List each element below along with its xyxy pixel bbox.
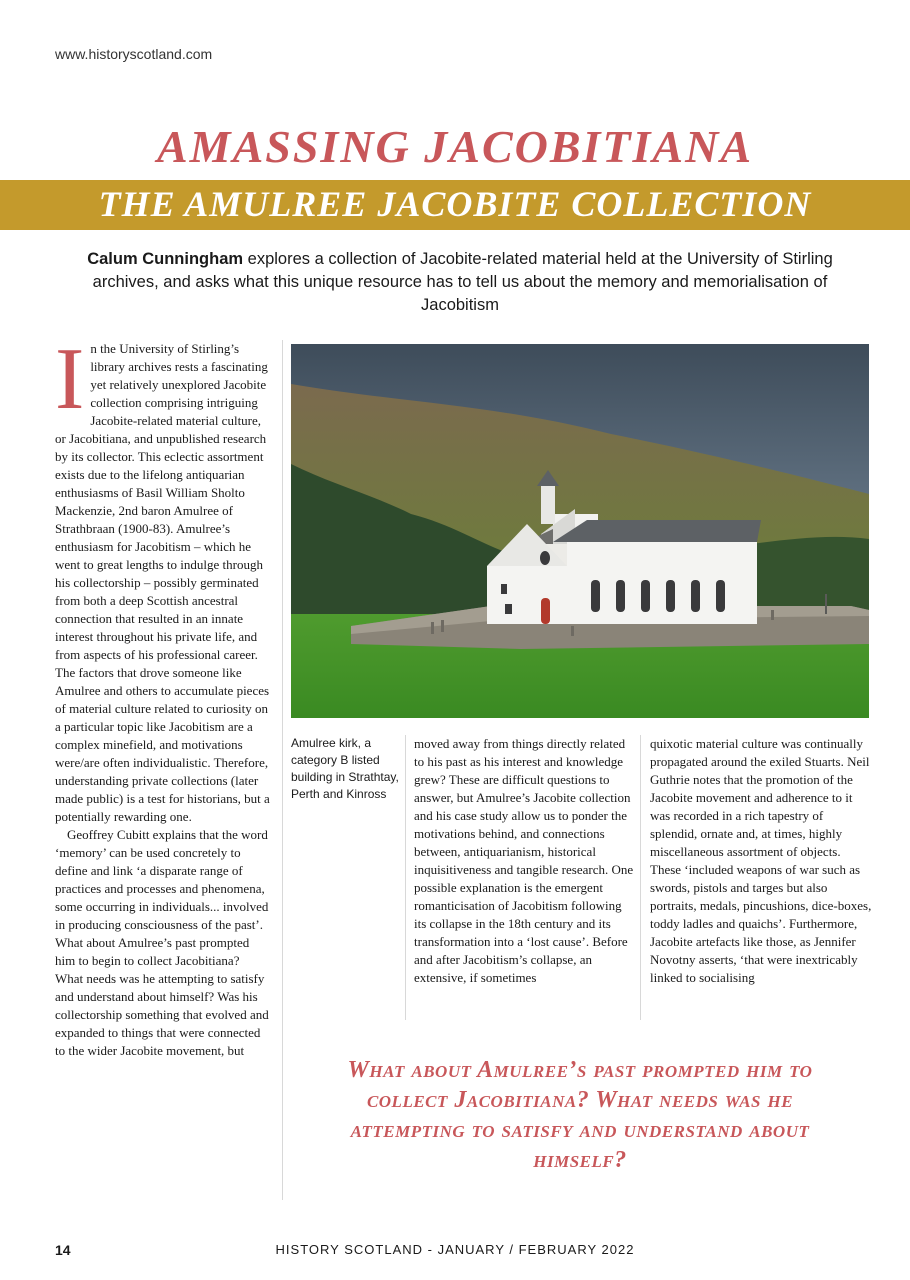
- paragraph-1: [55, 331, 270, 826]
- paragraph-1-text: n the University of Stirling’s library archives rests a fascinating yet relatively unexplored Jacobite collection comprising intriguing Jacobite-related material culture, or Jacobitiana, and unpublished research by its collector. This eclectic assortment exists due to the lifelong antiquarian enthusiasms of Basil William Sholto Mackenzie, 2nd baron Amulree of Strathbraan (1900-83). Amulree’s enthusiasm for Jacobitism – which he went to great lengths to indulge through his collectorship – possibly germinated from both a deep Scottish ancestral connection that resulted in an innate interest throughout his private life, and from aspects of his professional career. The factors that drove someone like Amulree and others to accumulate pieces of material culture related to curiosity on a particular topic like Jacobitism are a complex minefield, and motivations were/are often individualistic. Therefore, understanding private collections (later made public) is a test for historians, but a potentially rewarding one.: [55, 341, 270, 824]
- pull-quote: What about Amulree’s past prompted him to collect Jacobitiana? What needs was he attempting to satisfy and understand about himself?: [347, 1057, 813, 1173]
- body-column-1: [55, 331, 270, 1060]
- column-divider: [405, 735, 406, 1020]
- site-url: www.historyscotland.com: [55, 46, 213, 62]
- article-title: AMASSING JACOBITIANA: [156, 121, 754, 172]
- article-subtitle: THE AMULREE JACOBITE COLLECTION: [98, 184, 812, 224]
- column-divider: [640, 735, 641, 1020]
- page-number: 14: [55, 1242, 71, 1258]
- paragraph-4: quixotic material culture was continually propagated around the exiled Stuarts. Neil Guthrie notes that the promotion of the Jacobite movement and adherence to it was recorded in a rich tapestry of splendid, ornate and, at times, highly miscellaneous assortment of objects. These ‘included weapons of war such as swords, pistols and targes but also portraits, medals, pincushions, dice-boxes, toddy ladles and quaichs’. Furthermore, Jacobite artefacts like those, as Jennifer Novotny asserts, ‘that were inextricably linked to socialising: [650, 736, 872, 985]
- body-column-3: [414, 735, 634, 987]
- photo-caption: Amulree kirk, a category B listed building in Strathtay, Perth and Kinross: [291, 736, 399, 801]
- body-column-4: [650, 735, 872, 987]
- drop-cap: I: [55, 331, 85, 428]
- standfirst: [70, 248, 850, 317]
- author-name: Calum Cunningham: [87, 250, 244, 268]
- paragraph-3: moved away from things directly related to his past as his interest and knowledge grew? These are difficult questions to answer, but Amulree’s Jacobite collection and his case study allow us to ponder the motivations behind, and connections between, antiquarianism, historical inquisitiveness and tangible research. One possible explanation is the emergent romanticisation of Jacobitism following its collapse in the 18th century and its transformation into a ‘lost cause’. Before and after Jacobitism’s collapse, an extensive, if sometimes: [414, 736, 634, 985]
- standfirst-text: explores a collection of Jacobite-related material held at the University of Stirling archives, and asks what this unique resource has to tell us about the memory and memorialisation of Jacobitism: [92, 250, 833, 314]
- issue-date: - JANUARY / FEBRUARY 2022: [423, 1242, 635, 1257]
- publication-name: HISTORY SCOTLAND: [275, 1242, 424, 1257]
- column-divider: [282, 340, 283, 1200]
- paragraph-2: Geoffrey Cubitt explains that the word ‘memory’ can be used concretely to define and link ‘a disparate range of practices and processes and phenomena, some occurring in individuals... involved in producing consciousness of the past’. What about Amulree’s past prompted him to begin to collect Jacobitiana? What needs was he attempting to satisfy and understand about himself? Was his collectorship something that evolved and expanded to things that were connected to the wider Jacobite movement, but: [55, 827, 269, 1058]
- footer-publication: [0, 1242, 910, 1257]
- kirk-photo: [291, 344, 869, 718]
